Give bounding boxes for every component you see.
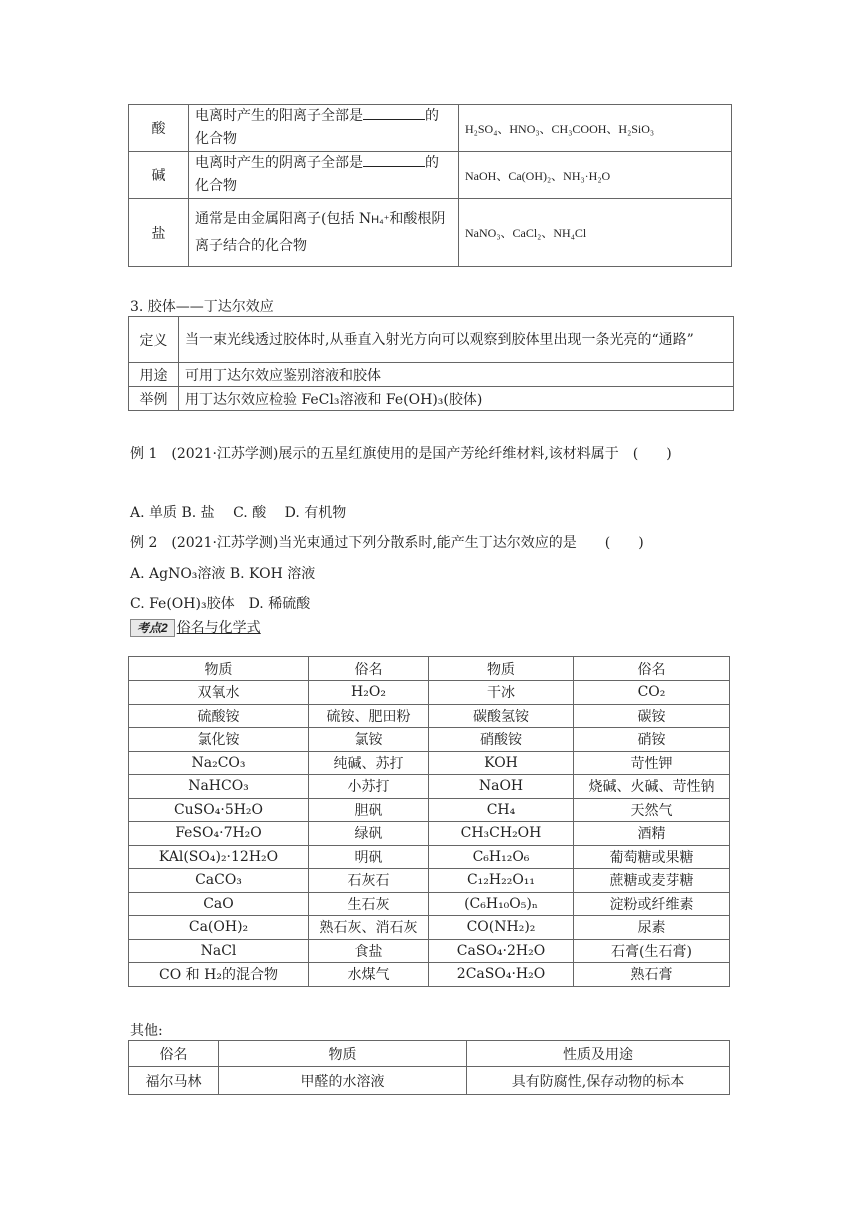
- table-row: [129, 704, 730, 728]
- point-title: 俗名与化学式: [176, 620, 261, 636]
- table-row: [129, 387, 734, 411]
- other-label: 其他:: [130, 1023, 163, 1039]
- row-label: 定义: [129, 317, 179, 363]
- fill-blank: [363, 154, 425, 167]
- table-cell: 熟石灰、消石灰: [309, 916, 429, 940]
- table-header-row: [129, 1041, 730, 1067]
- section-heading: 3. 胶体——丁达尔效应: [130, 299, 274, 315]
- table-row: [129, 963, 730, 987]
- table-cell: 硫酸铵: [129, 704, 309, 728]
- colloid-table: [128, 316, 734, 411]
- row-label: 举例: [129, 387, 179, 411]
- column-header: 俗名: [129, 1041, 219, 1067]
- acid-base-salt-table: [128, 104, 732, 267]
- table-row: [129, 916, 730, 940]
- column-header: 物质: [129, 657, 309, 681]
- table-cell: 2CaSO₄·H₂O: [429, 963, 574, 987]
- point-heading: [130, 617, 261, 637]
- table-cell: CO 和 H₂的混合物: [129, 963, 309, 987]
- table-cell: C₁₂H₂₂O₁₁: [429, 869, 574, 893]
- column-header: 性质及用途: [467, 1041, 730, 1067]
- table-cell: 福尔马林: [129, 1067, 219, 1095]
- example-1-question: 例 1 (2021·江苏学测)展示的五星红旗使用的是国产芳纶纤维材料,该材料属于 ( ): [130, 446, 672, 462]
- definition-text-end: 的化合物: [195, 155, 439, 194]
- table-row: [129, 751, 730, 775]
- table-row: [129, 869, 730, 893]
- table-cell: 硝酸铵: [429, 728, 574, 752]
- category-name: 盐: [129, 199, 189, 267]
- table-row: [129, 845, 730, 869]
- example-2-options-2: C. Fe(OH)₃胶体 D. 稀硫酸: [130, 596, 311, 612]
- column-header: 物质: [219, 1041, 467, 1067]
- table-cell: CO₂: [574, 681, 730, 705]
- table-cell: 酒精: [574, 822, 730, 846]
- table-row: [129, 939, 730, 963]
- row-value: 当一束光线透过胶体时,从垂直入射光方向可以观察到胶体里出现一条光亮的“通路”: [179, 317, 734, 363]
- table-cell: 硫铵、肥田粉: [309, 704, 429, 728]
- table-cell: KAl(SO₄)₂·12H₂O: [129, 845, 309, 869]
- table-cell: 葡萄糖或果糖: [574, 845, 730, 869]
- table-cell: NaHCO₃: [129, 775, 309, 799]
- table-cell: (C₆H₁₀O₅)ₙ: [429, 892, 574, 916]
- example-1-options: A. 单质 B. 盐 C. 酸 D. 有机物: [130, 505, 347, 521]
- table-cell: H₂O₂: [309, 681, 429, 705]
- definition-text-end: 和酸根阴离子结合的化合物: [195, 211, 446, 254]
- table-row: [129, 728, 730, 752]
- table-cell: 石灰石: [309, 869, 429, 893]
- examples: H₂SO₄、HNO₃、CH₃COOH、H₂SiO₃: [459, 105, 732, 152]
- ammonium-fragment: H₄⁺: [371, 214, 390, 226]
- table-cell: NaOH: [429, 775, 574, 799]
- definition-text: 电离时产生的阴离子全部是: [195, 155, 363, 171]
- table-cell: KOH: [429, 751, 574, 775]
- table-row: [129, 152, 732, 199]
- table-row: [129, 199, 732, 267]
- table-cell: 干冰: [429, 681, 574, 705]
- fill-blank: [363, 107, 425, 120]
- table-cell: 胆矾: [309, 798, 429, 822]
- table-cell: 生石灰: [309, 892, 429, 916]
- table-cell: CuSO₄·5H₂O: [129, 798, 309, 822]
- table-cell: 水煤气: [309, 963, 429, 987]
- column-header: 俗名: [574, 657, 730, 681]
- table-cell: CaSO₄·2H₂O: [429, 939, 574, 963]
- table-cell: 蔗糖或麦芽糖: [574, 869, 730, 893]
- table-row: [129, 775, 730, 799]
- table-cell: 具有防腐性,保存动物的标本: [467, 1067, 730, 1095]
- table-cell: 绿矾: [309, 822, 429, 846]
- column-header: 物质: [429, 657, 574, 681]
- point-badge: 考点2: [130, 619, 175, 637]
- table-row: [129, 822, 730, 846]
- table-cell: Ca(OH)₂: [129, 916, 309, 940]
- table-cell: 淀粉或纤维素: [574, 892, 730, 916]
- table-cell: CO(NH₂)₂: [429, 916, 574, 940]
- other-table: [128, 1040, 730, 1095]
- table-row: [129, 105, 732, 152]
- common-names-table: [128, 656, 730, 987]
- table-cell: NaCl: [129, 939, 309, 963]
- row-label: 用途: [129, 363, 179, 387]
- row-value: 用丁达尔效应检验 FeCl₃溶液和 Fe(OH)₃(胶体): [179, 387, 734, 411]
- example-2-question: 例 2 (2021·江苏学测)当光束通过下列分散系时,能产生丁达尔效应的是 ( ): [130, 535, 644, 551]
- table-cell: 石膏(生石膏): [574, 939, 730, 963]
- table-cell: CaO: [129, 892, 309, 916]
- row-value: 可用丁达尔效应鉴别溶液和胶体: [179, 363, 734, 387]
- definition-text: 电离时产生的阳离子全部是: [195, 108, 363, 124]
- table-cell: 小苏打: [309, 775, 429, 799]
- table-cell: 碳酸氢铵: [429, 704, 574, 728]
- table-cell: Na₂CO₃: [129, 751, 309, 775]
- table-cell: 烧碱、火碱、苛性钠: [574, 775, 730, 799]
- column-header: 俗名: [309, 657, 429, 681]
- definition-text: 通常是由金属阳离子(包括 N: [195, 211, 372, 227]
- table-cell: 明矾: [309, 845, 429, 869]
- table-cell: 熟石膏: [574, 963, 730, 987]
- table-row: [129, 363, 734, 387]
- example-2-options-1: A. AgNO₃溶液 B. KOH 溶液: [130, 566, 316, 582]
- definition-text-end: 的化合物: [195, 108, 439, 147]
- table-row: [129, 1067, 730, 1095]
- table-cell: 碳铵: [574, 704, 730, 728]
- table-cell: C₆H₁₂O₆: [429, 845, 574, 869]
- table-cell: 纯碱、苏打: [309, 751, 429, 775]
- table-cell: 氯化铵: [129, 728, 309, 752]
- table-cell: 氯铵: [309, 728, 429, 752]
- examples: NaOH、Ca(OH)₂、NH₃·H₂O: [459, 152, 732, 199]
- table-cell: 苛性钾: [574, 751, 730, 775]
- category-name: 酸: [129, 105, 189, 152]
- table-cell: 甲醛的水溶液: [219, 1067, 467, 1095]
- category-name: 碱: [129, 152, 189, 199]
- table-header-row: [129, 657, 730, 681]
- table-row: [129, 798, 730, 822]
- table-cell: FeSO₄·7H₂O: [129, 822, 309, 846]
- table-cell: 天然气: [574, 798, 730, 822]
- table-row: [129, 681, 730, 705]
- table-row: [129, 317, 734, 363]
- table-cell: CH₃CH₂OH: [429, 822, 574, 846]
- table-cell: 硝铵: [574, 728, 730, 752]
- table-cell: 食盐: [309, 939, 429, 963]
- table-cell: CH₄: [429, 798, 574, 822]
- table-cell: 尿素: [574, 916, 730, 940]
- table-cell: CaCO₃: [129, 869, 309, 893]
- table-cell: 双氧水: [129, 681, 309, 705]
- table-row: [129, 892, 730, 916]
- examples: NaNO₃、CaCl₂、NH₄Cl: [459, 199, 732, 267]
